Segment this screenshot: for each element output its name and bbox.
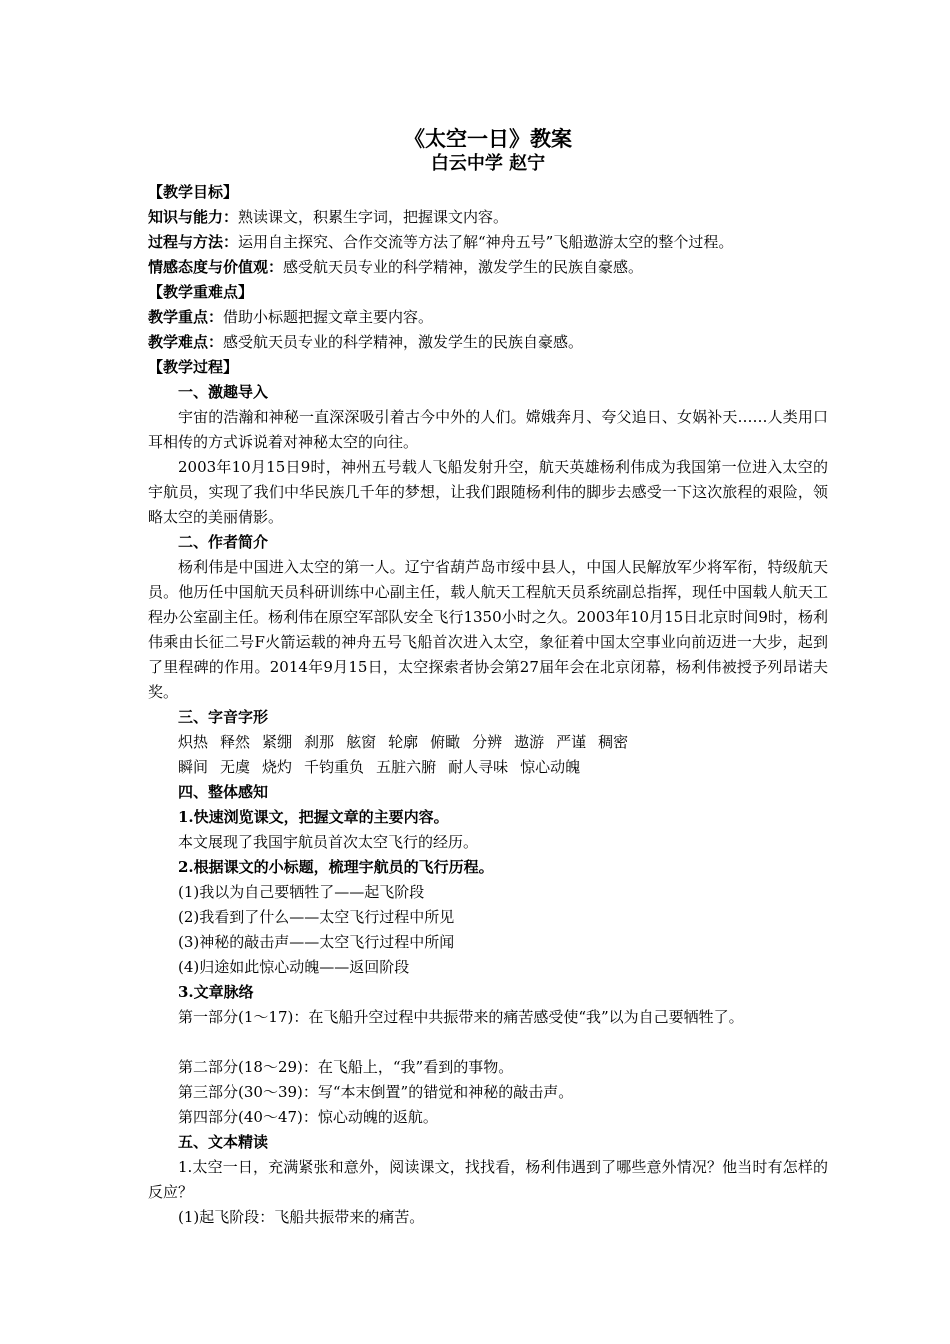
goal-label: 过程与方法： (148, 233, 239, 251)
section-heading: 五、文本精读 (178, 1133, 269, 1151)
blank-line (148, 1030, 828, 1055)
section-heading: 二、作者简介 (178, 533, 269, 551)
question: 1.太空一日，充满紧张和意外，阅读课文，找找看，杨利伟遇到了哪些意外情况？他当时有怎样的反应？ (148, 1158, 828, 1201)
vocab-word: 烧灼 (262, 758, 293, 776)
vocab-word: 紧绷 (262, 733, 293, 751)
goals-heading: 【教学目标】 (148, 183, 239, 201)
keypoint-label: 教学难点： (148, 333, 224, 351)
question: 1.快速浏览课文，把握文章的主要内容。 (178, 808, 449, 826)
keypoint-text: 感受航天员专业的科学精神，激发学生的民族自豪感。 (223, 333, 584, 351)
keypoint-item (148, 330, 828, 355)
page-title: 《太空一日》教案 (404, 126, 572, 151)
vocab-word: 稠密 (598, 733, 629, 751)
vocab-word: 五脏六腑 (376, 758, 437, 776)
process-heading: 【教学过程】 (148, 358, 239, 376)
keypoint-label: 教学重点： (148, 308, 224, 326)
section-heading: 一、激趣导入 (178, 383, 269, 401)
vocab-word: 惊心动魄 (520, 758, 581, 776)
vocab-word: 释然 (220, 733, 251, 751)
answer-item: (1)起飞阶段：飞船共振带来的痛苦。 (178, 1208, 425, 1226)
vocab-row (148, 730, 828, 755)
outline-item: 第一部分(1～17)：在飞船升空过程中共振带来的痛苦感受使“我”以为自己要牺牲了。 (178, 1008, 744, 1026)
question: 3.文章脉络 (178, 983, 254, 1001)
section-heading: 三、字音字形 (178, 708, 269, 726)
vocab-word: 瞬间 (178, 758, 209, 776)
answer-item: (2)我看到了什么——太空飞行过程中所见 (178, 908, 455, 926)
vocab-word: 俯瞰 (430, 733, 461, 751)
vocab-word: 无虞 (220, 758, 251, 776)
vocab-word: 刹那 (304, 733, 335, 751)
paragraph: 杨利伟是中国进入太空的第一人。辽宁省葫芦岛市绥中县人，中国人民解放军少将军衔，特级航天员。他历任中国航天员科研训练中心副主任，载人航天工程航天员系统副总指挥，现任中国载人航天工程办公室副主任。杨利伟在原空军部队安全飞行1350小时之久。2003年10月15日北京时间9时，杨利伟乘由长征二号F火箭运载的神舟五号飞船首次进入太空，象征着中国太空事业向前迈进一大步，起到了里程碑的作用。2014年9月15日，太空探索者协会第27届年会在北京闭幕，杨利伟被授予列昂诺夫奖。 (148, 558, 828, 701)
document-content (148, 126, 828, 1230)
goal-label: 知识与能力： (148, 208, 239, 226)
keypoint-text: 借助小标题把握文章主要内容。 (223, 308, 434, 326)
answer-item: (1)我以为自己要牺牲了——起飞阶段 (178, 883, 425, 901)
answer-item: (4)归途如此惊心动魄——返回阶段 (178, 958, 410, 976)
outline-item: 第二部分(18～29)：在飞船上，“我”看到的事物。 (178, 1058, 514, 1076)
paragraph: 2003年10月15日9时，神州五号载人飞船发射升空，航天英雄杨利伟成为我国第一位进入太空的宇航员，实现了我们中华民族几千年的梦想，让我们跟随杨利伟的脚步去感受一下这次旅程的艰险，领略太空的美丽倩影。 (148, 458, 828, 526)
keypoint-item (148, 305, 828, 330)
vocab-word: 遨游 (514, 733, 545, 751)
question: 2.根据课文的小标题，梳理宇航员的飞行历程。 (178, 858, 494, 876)
vocab-word: 千钧重负 (304, 758, 365, 776)
vocab-word: 严谨 (556, 733, 587, 751)
outline-item: 第三部分(30～39)：写“本末倒置”的错觉和神秘的敲击声。 (178, 1083, 574, 1101)
outline-item: 第四部分(40～47)：惊心动魄的返航。 (178, 1108, 438, 1126)
author-line: 白云中学 赵宁 (430, 153, 546, 174)
vocab-word: 炽热 (178, 733, 209, 751)
goal-text: 运用自主探究、合作交流等方法了解“神舟五号”飞船遨游太空的整个过程。 (238, 233, 734, 251)
vocab-word: 舷窗 (346, 733, 377, 751)
vocab-word: 轮廓 (388, 733, 419, 751)
answer-item: (3)神秘的敲击声——太空飞行过程中所闻 (178, 933, 455, 951)
keypoints-heading: 【教学重难点】 (148, 283, 254, 301)
goal-text: 熟读课文，积累生字词，把握课文内容。 (238, 208, 509, 226)
paragraph: 宇宙的浩瀚和神秘一直深深吸引着古今中外的人们。嫦娥奔月、夸父追日、女娲补天……人类用口耳相传的方式诉说着对神秘太空的向往。 (148, 408, 828, 451)
goal-item (148, 255, 828, 280)
vocab-word: 分辨 (472, 733, 503, 751)
answer: 本文展现了我国宇航员首次太空飞行的经历。 (178, 833, 479, 851)
section-heading: 四、整体感知 (178, 783, 269, 801)
goal-label: 情感态度与价值观： (148, 258, 284, 276)
vocab-row (148, 755, 828, 780)
goal-item (148, 230, 828, 255)
goal-text: 感受航天员专业的科学精神，激发学生的民族自豪感。 (283, 258, 644, 276)
goal-item (148, 205, 828, 230)
vocab-word: 耐人寻味 (448, 758, 509, 776)
